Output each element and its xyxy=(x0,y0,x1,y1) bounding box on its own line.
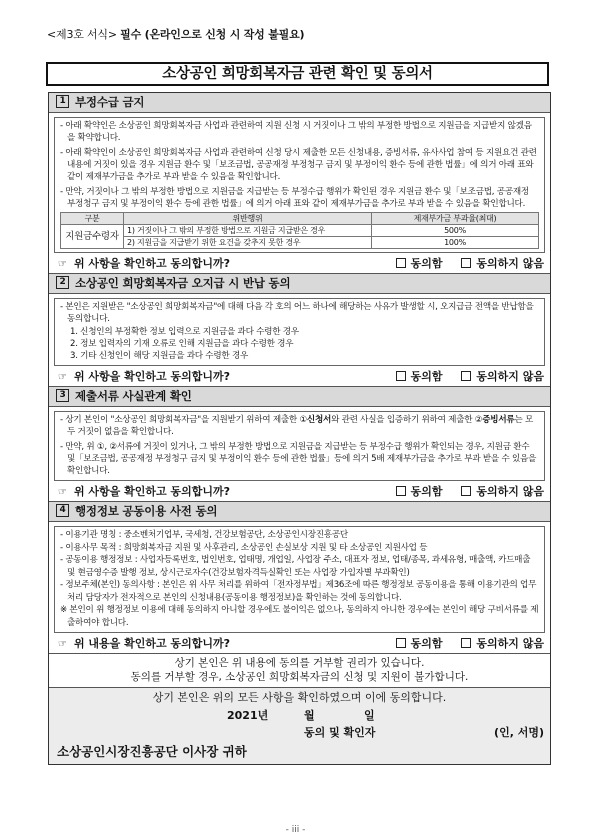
signer-row xyxy=(49,722,550,740)
form-number: <제3호 서식> xyxy=(47,28,117,41)
section-3-disagree-option[interactable] xyxy=(461,485,544,498)
pointing-hand-icon: ☞ xyxy=(58,639,67,650)
section-2-paragraph: - 본인은 지원받은 "소상공인 희망회복자금"에 대해 다음 각 호의 어느 하나에 해당하는 사유가 발생할 시, 오지급금 전액을 반납함을 동의합니다. xyxy=(60,302,534,324)
form-note: 필수 (온라인으로 신청 시 작성 불필요) xyxy=(120,28,305,41)
agree-label: 동의함 xyxy=(410,637,443,650)
section-1-body xyxy=(54,117,545,253)
disagree-label: 동의하지 않음 xyxy=(476,485,544,498)
text-segment: 와 관련 사실을 입증하기 위하여 제출한 ② xyxy=(331,415,483,425)
section-2-confirm xyxy=(49,368,550,387)
penalty-table xyxy=(60,212,539,249)
agree-label: 동의함 xyxy=(410,257,443,270)
section-2-title: 소상공인 희망회복자금 오지급 시 반납 동의 xyxy=(75,276,291,290)
list-item: 2. 정보 입력자의 기재 오류로 인해 지원금을 과다 수령한 경우 xyxy=(70,339,294,349)
pointing-hand-icon: ☞ xyxy=(58,372,67,383)
text-segment-bold: 신청서 xyxy=(306,415,332,425)
page-number: - iii - xyxy=(285,825,306,835)
section-3-body xyxy=(54,411,545,481)
section-4-disagree-option[interactable] xyxy=(461,637,544,650)
penalty-category: 지원금수령자 xyxy=(61,225,124,249)
section-1-disagree-option[interactable] xyxy=(461,257,544,270)
section-2-agree-option[interactable] xyxy=(396,370,443,383)
section-1-paragraph: - 아래 확약인은 소상공인 희망회복자금 사업과 관련하여 지원 신청 시 거짓이나 그 밖의 부정한 방법으로 지원금을 지급받지 않겠음을 확약합니다. xyxy=(60,121,532,143)
section-4-number: 4 xyxy=(56,504,69,517)
form-number-line xyxy=(47,26,304,42)
section-3-header xyxy=(49,387,550,407)
checkbox[interactable] xyxy=(461,486,471,496)
table-row xyxy=(61,237,539,249)
checkbox[interactable] xyxy=(461,258,471,268)
section-2-question: 위 사항을 확인하고 동의합니까? xyxy=(73,370,230,383)
text-segment-bold: 증빙서류 xyxy=(482,415,515,425)
section-4-question: 위 내용을 확인하고 동의합니까? xyxy=(73,637,230,650)
section-1-title: 부정수급 금지 xyxy=(75,95,145,109)
penalty-violation: 2) 지원금을 지급받기 위한 요건을 갖추지 못한 경우 xyxy=(124,237,372,249)
date-row xyxy=(49,705,550,722)
section-4-title: 행정정보 공동이용 사전 동의 xyxy=(75,504,218,518)
section-4-header xyxy=(49,502,550,522)
disagree-label: 동의하지 않음 xyxy=(476,637,544,650)
pointing-hand-icon: ☞ xyxy=(58,487,67,498)
checkbox[interactable] xyxy=(396,638,406,648)
agree-label: 동의함 xyxy=(410,370,443,383)
notice-line-1: 상기 본인은 위 내용에 동의를 거부할 권리가 있습니다. xyxy=(174,657,425,669)
checkbox[interactable] xyxy=(396,371,406,381)
disagree-label: 동의하지 않음 xyxy=(476,370,544,383)
section-4-body xyxy=(54,526,545,633)
section-4-paragraph: - 공동이용 행정정보 : 사업자등록번호, 법인번호, 업태명, 개업일, 사업장 주소, 대표자 정보, 업태/종목, 과세유형, 매출액, 카드매출 및 현금영수증 발행 정보, 상시근로자수(건강보험자격득실확인 또는 사업장 가입자별 부과확인) xyxy=(60,555,531,578)
section-3-confirm xyxy=(49,483,550,502)
section-1-header xyxy=(49,93,550,113)
section-4-paragraph: - 이용사무 목적 : 희망회복자금 지원 및 사후관리, 소상공인 손실보상 지원 및 타 소상공인 지원사업 등 xyxy=(60,542,428,553)
document-title: 소상공인 희망회복자금 관련 확인 및 동의서 xyxy=(46,62,549,86)
section-3-paragraph xyxy=(60,414,539,438)
text-segment: 는 모두 거짓이 없음을 확인합니다. xyxy=(67,415,534,437)
disagree-label: 동의하지 않음 xyxy=(476,257,544,270)
pointing-hand-icon: ☞ xyxy=(58,259,67,270)
checkbox[interactable] xyxy=(461,638,471,648)
section-3-agree-option[interactable] xyxy=(396,485,443,498)
checkbox[interactable] xyxy=(461,371,471,381)
section-1-number: 1 xyxy=(56,95,69,108)
penalty-header-rate: 제재부가금 부과율(최대) xyxy=(372,213,539,225)
section-2-body xyxy=(54,298,545,366)
signer-label: 동의 및 확인자 xyxy=(304,726,376,739)
date-day[interactable]: 일 xyxy=(364,709,375,722)
section-1-paragraph: - 만약, 거짓이나 그 밖의 부정한 방법으로 지원금을 지급받는 등 부정수급 행위가 확인된 경우 지원금 환수 및「보조금법, 공공재정 부정청구 금지 및 부정이익 환수 등에 관한 법률」에 의거 아래 표와 같이 제재부가금을 추가로 부과 받을 수 있음을 확인합니다. xyxy=(60,187,529,209)
penalty-rate: 500% xyxy=(372,225,539,237)
section-1-confirm xyxy=(49,255,550,274)
agree-label: 동의함 xyxy=(410,485,443,498)
text-segment: - 상기 본인이 "소상공인 희망회복자금"을 지원받기 위하여 제출한 ① xyxy=(60,415,307,425)
list-item: 1. 신청인의 부정확한 정보 입력으로 지원금을 과다 수령한 경우 xyxy=(70,327,299,337)
section-2-disagree-option[interactable] xyxy=(461,370,544,383)
date-month[interactable]: 월 xyxy=(304,709,315,722)
section-4-paragraph: - 정보주체(본인) 동의사항 : 본인은 위 사무 처리를 위하여「전자정부법」제36조에 따른 행정정보 공동이용을 통해 이용기관의 업무처리 담당자가 전자적으로 본인의 신청내용(공동이용 행정정보)을 확인하는 것에 동의합니다. xyxy=(60,580,537,603)
list-item: 3. 기타 신청인이 해당 지원금을 과다 수령한 경우 xyxy=(70,351,249,361)
date-year: 2021년 xyxy=(227,709,269,722)
refusal-notice xyxy=(49,654,550,688)
section-3-number: 3 xyxy=(56,389,69,402)
section-3-title: 제출서류 사실관계 확인 xyxy=(75,389,192,403)
notice-line-2: 동의를 거부할 경우, 소상공인 희망회복자금의 신청 및 지원이 불가합니다. xyxy=(130,671,469,683)
final-statement: 상기 본인은 위의 모든 사항을 확인하였으며 이에 동의합니다. xyxy=(152,691,447,704)
penalty-violation: 1) 거짓이나 그 밖의 부정한 방법으로 지원금 지급받은 경우 xyxy=(124,225,372,237)
addressee: 소상공인시장진흥공단 이사장 귀하 xyxy=(57,744,247,759)
penalty-rate: 100% xyxy=(372,237,539,249)
section-4-agree-option[interactable] xyxy=(396,637,443,650)
section-1-question: 위 사항을 확인하고 동의합니까? xyxy=(73,257,230,270)
section-3-question: 위 사항을 확인하고 동의합니까? xyxy=(73,485,230,498)
table-row xyxy=(61,225,539,237)
section-3-paragraph: - 만약, 위 ①, ②서류에 거짓이 있거나, 그 밖의 부정한 방법으로 지원금을 지급받는 등 부정수급 행위가 확인되는 경우, 지원금 환수 및「보조금법, 공공재정 부정청구 금지 및 부정이익 환수 등에 관한 법률」등에 의거 5배 제재부가금을 추가로 부과 받을 수 있음을 확인합니다. xyxy=(60,442,537,476)
section-4-confirm xyxy=(49,635,550,654)
section-2-header xyxy=(49,274,550,294)
signature-block xyxy=(49,688,550,764)
section-4-note: ※ 본인이 위 행정정보 이용에 대해 동의하지 아니할 경우에도 불이익은 없으나, 동의하지 아니한 경우에는 본인이 해당 구비서류를 제출하여야 합니다. xyxy=(60,605,539,628)
consent-form xyxy=(48,92,551,765)
checkbox[interactable] xyxy=(396,258,406,268)
section-4-paragraph: - 이용기관 명칭 : 중소벤처기업부, 국세청, 건강보험공단, 소상공인시장진흥공단 xyxy=(60,530,348,540)
penalty-header-violation: 위반행위 xyxy=(124,213,372,225)
section-1-agree-option[interactable] xyxy=(396,257,443,270)
section-1-paragraph: - 아래 확약인이 소상공인 희망회복자금 사업과 관련하여 신청 당시 제출한 모든 신청내용, 증빙서류, 유사사업 참여 등 지원요건 관련 내용에 거짓이 있을 경우 지원금 환수 및「보조금법, 공공재정 부정청구 금지 및 부정이익 환수 등에 관한 법률」에 의거 아래 표와 같이 제재부가금을 추가로 부과 받을 수 있음을 확인합니다. xyxy=(60,148,537,182)
penalty-header-category: 구분 xyxy=(61,213,124,225)
section-2-number: 2 xyxy=(56,276,69,289)
checkbox[interactable] xyxy=(396,486,406,496)
sign-note[interactable]: (인, 서명) xyxy=(494,726,544,739)
